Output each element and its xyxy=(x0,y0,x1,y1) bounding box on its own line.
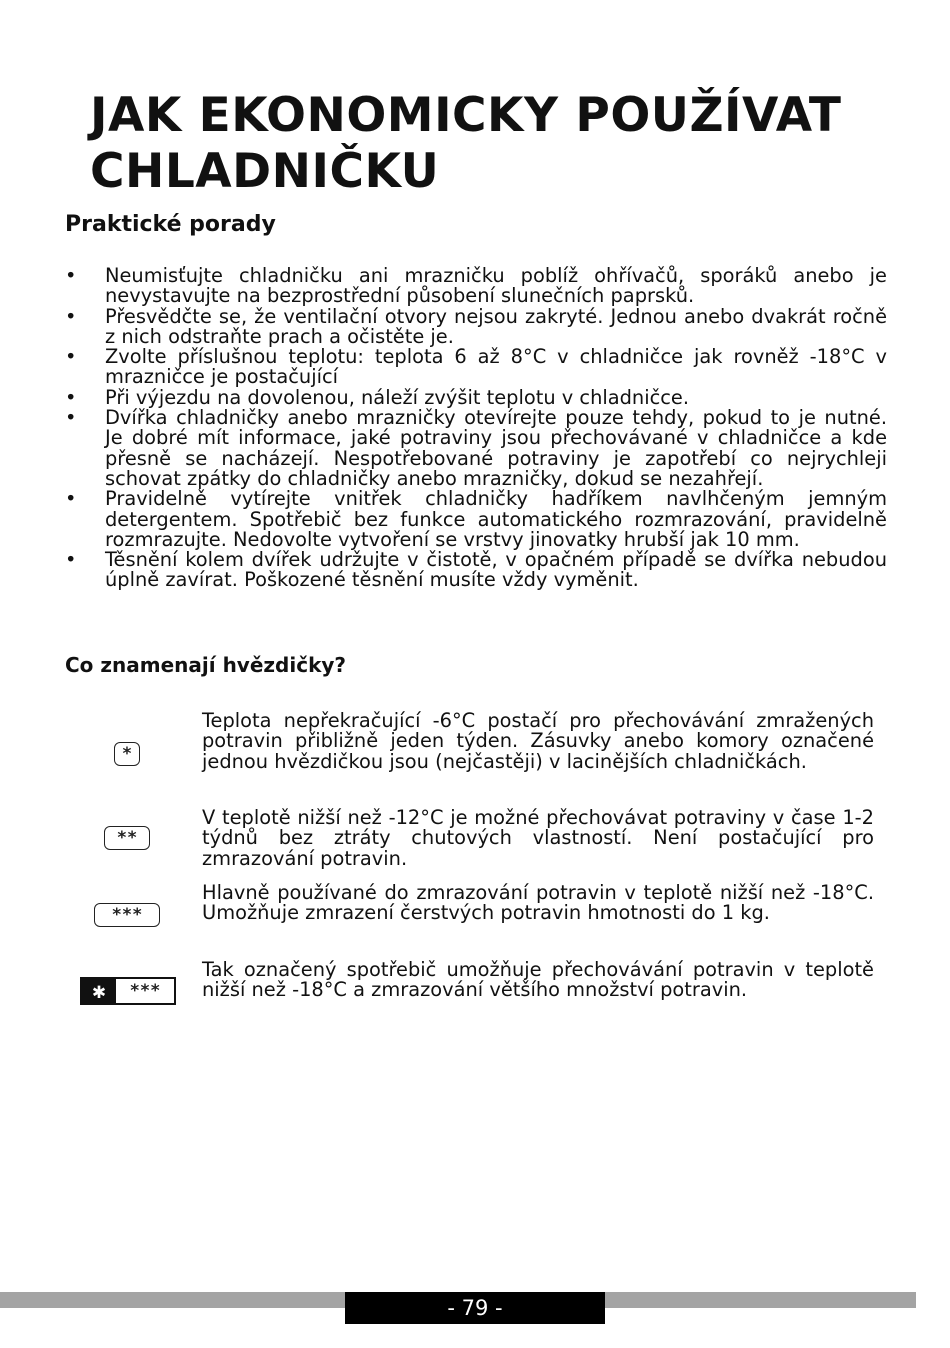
page-number: - 79 - xyxy=(345,1292,605,1324)
section-heading-practical-tips: Praktické porady xyxy=(65,212,276,237)
list-item: • Pravidelně vytírejte vnitřek chladničky hadříkem navlhčeným jemným detergentem. Spotřebič bez funkce automatického rozmrazování, pravidelně rozmrazujte. Nedovolte vytvoření se vrstvy jinovatky hrubší jak 10 mm. xyxy=(65,489,887,550)
snowflake-icon: ✱ xyxy=(82,979,116,1003)
list-item: • Neumisťujte chladničku ani mrazničku poblíž ohřívačů, sporáků anebo je nevystavujte na bezprostřední působení slunečních paprsků. xyxy=(65,266,887,307)
star-description: V teplotě nižší než -12°C je možné přechovávat potraviny v čase 1-2 týdnů bez ztráty chutových vlastností. Není postačující pro zmrazování potravin. xyxy=(202,806,874,870)
list-item: • Dvířka chladničky anebo mrazničky otevírejte pouze tehdy, pokud to je nutné. Je dobré mít informace, jaké potraviny jsou přechovávané v chladničce a kde přesně se nacházejí. Nespotřebované potraviny je zapotřebí co nejrychleji schovat zpátky do chladničky anebo mrazničky, dokud se nezahřejí. xyxy=(65,408,887,489)
one-star-icon: * xyxy=(114,742,140,766)
two-star-icon: ** xyxy=(104,826,150,850)
section-heading-stars: Co znamenají hvězdičky? xyxy=(65,653,347,677)
three-star-icon: *** xyxy=(94,903,160,927)
practical-tips-list xyxy=(65,266,887,591)
list-item: • Při výjezdu na dovolenou, náleží zvýšit teplotu v chladničce. xyxy=(65,388,887,408)
star-description: Teplota nepřekračující -6°C postačí pro přechovávání zmražených potravin přibližně jeden týden. Zásuvky anebo komory označené jednou hvězdičkou jsou (nejčastěji) v lacinějších chladničkách. xyxy=(202,709,874,773)
page-title: JAK EKONOMICKY POUŽÍVAT CHLADNIČKU xyxy=(90,88,842,199)
list-item: • Těsnění kolem dvířek udržujte v čistotě, v opačném případě se dvířka nebudou úplně zavírat. Poškozené těsnění musíte vždy vyměnit. xyxy=(65,550,887,591)
list-item: • Zvolte příslušnou teplotu: teplota 6 až 8°C v chladničce jak rovněž -18°C v mrazničce je postačující xyxy=(65,347,887,388)
star-description: Hlavně používané do zmrazování potravin v teplotě nižší než -18°C. Umožňuje zmrazení čerstvých potravin hmotnosti do 1 kg. xyxy=(202,881,874,925)
list-item: • Přesvědčte se, že ventilační otvory nejsou zakryté. Jednou anebo dvakrát ročně z nich odstraňte prach a očistěte je. xyxy=(65,307,887,348)
four-star-icon: ✱ *** xyxy=(80,977,176,1005)
star-description: Tak označený spotřebič umožňuje přechovávání potravin v teplotě nižší než -18°C a zmrazování většího množství potravin. xyxy=(202,958,874,1002)
